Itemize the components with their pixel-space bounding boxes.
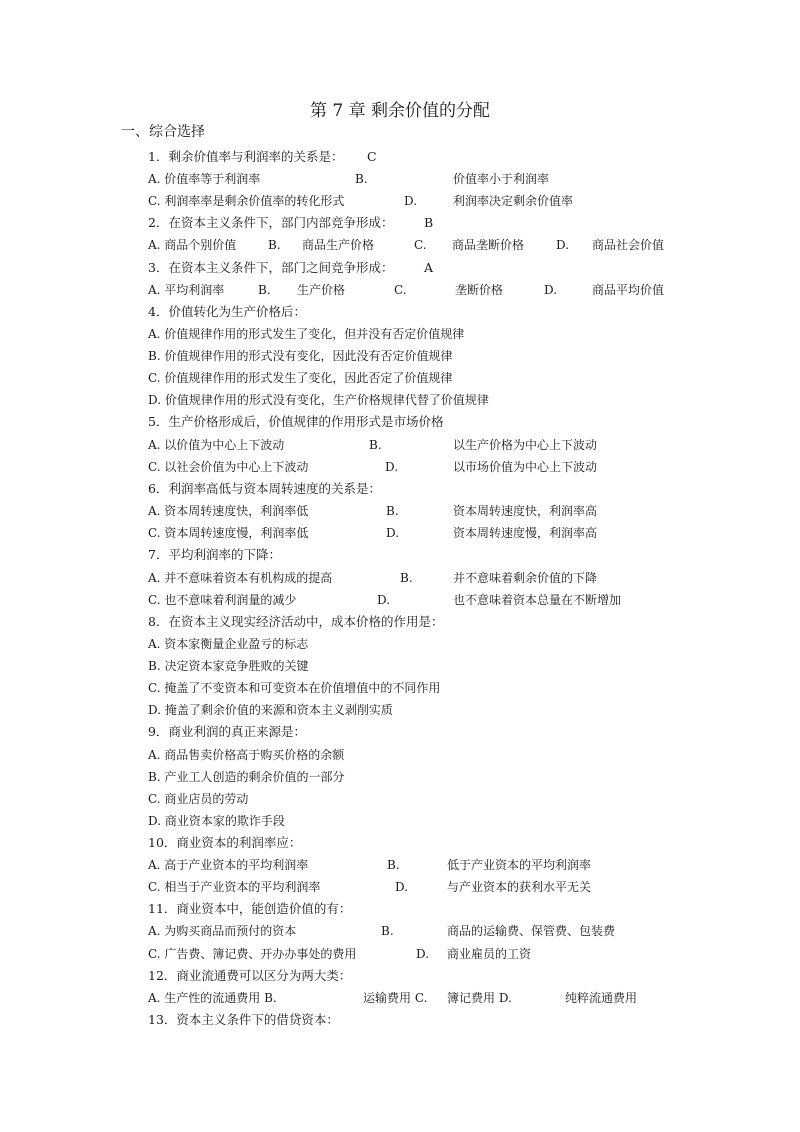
option-text: D. [544,283,558,297]
option-text: 以市场价值为中心上下波动 [453,460,598,474]
option-text: 运输费用 C. [363,991,428,1005]
option-text: C. 广告费、簿记费、开办办事处的费用 [148,947,357,961]
option-text: A. 资本周转速度快，利润率低 [148,504,309,518]
option-text: D. [416,947,430,961]
option-text: D. 价值规律作用的形式没有变化，生产价格规律代替了价值规律 [148,393,489,407]
option-text: B. 产业工人创造的剩余价值的一部分 [148,770,345,784]
question-text: 13．资本主义条件下的借贷资本： [148,1012,339,1027]
option-text: A. 商品个别价值 [148,238,237,252]
section-heading: 一、综合选择 [121,124,205,140]
question-text: 3．在资本主义条件下，部门之间竞争形成： [148,260,394,275]
option-text: 商品垄断价格 [452,238,525,252]
option-text: C. 也不意味着利润量的减少 [148,593,297,607]
question-text: 9．商业利润的真正来源是： [148,724,306,739]
option-text: D. 商业资本家的欺诈手段 [148,814,285,828]
option-text: C. 相当于产业资本的平均利润率 [148,880,321,894]
option-text: 与产业资本的获利水平无关 [447,880,592,894]
option-text: D. [404,194,418,208]
option-text: 资本周转速度快，利润率高 [453,504,598,518]
option-text: A. 商品售卖价格高于购买价格的余额 [148,748,345,762]
option-text: B. [400,571,413,585]
question-text: B [424,215,434,230]
option-text: 商品平均价值 [592,283,665,297]
option-text: A. 资本家衡量企业盈亏的标志 [148,637,309,651]
option-text: 纯粹流通费用 [565,991,638,1005]
option-text: 价值率小于利润率 [453,172,550,186]
option-text: C. 利润率率是剩余价值率的转化形式 [148,194,345,208]
option-text: 商业雇员的工资 [447,947,532,961]
option-text: C. 商业店员的劳动 [148,792,249,806]
option-text: A. 价值率等于利润率 [148,172,261,186]
question-text: 12．商业流通费可以区分为两大类： [148,968,352,983]
option-text: 生产价格 [297,283,346,297]
option-text: D. 掩盖了剩余价值的来源和资本主义剥削实质 [148,703,393,717]
option-text: A. 为购买商品而预付的资本 [148,924,297,938]
option-text: D. [556,238,570,252]
option-text: D. [395,880,409,894]
option-text: B. [355,172,368,186]
option-text: A. 并不意味着资本有机构成的提高 [148,571,333,585]
option-text: C. [394,283,407,297]
question-text: 1．剩余价值率与利润率的关系是： [148,149,344,164]
question-text: 11．商业资本中，能创造价值的有： [148,901,352,916]
option-text: A. 价值规律作用的形式发生了变化，但并没有否定价值规律 [148,327,465,341]
question-text: C [367,149,377,164]
option-text: B. [387,858,400,872]
option-text: B. [381,924,394,938]
option-text: B. [369,438,382,452]
option-text: D. [377,593,391,607]
option-text: B. [386,504,399,518]
option-text: C. [414,238,427,252]
question-text: 4．价值转化为生产价格后： [148,304,306,319]
option-text: D. [385,460,399,474]
option-text: C. 掩盖了不变资本和可变资本在价值增值中的不同作用 [148,681,441,695]
option-text: 垄断价格 [455,283,504,297]
option-text: 利润率决定剩余价值率 [453,194,574,208]
option-text: C. 资本周转速度慢，利润率低 [148,526,309,540]
option-text: B. [258,283,271,297]
option-text: 资本周转速度慢，利润率高 [453,526,598,540]
option-text: 商品生产价格 [302,238,375,252]
question-text: 8．在资本主义现实经济活动中，成本价格的作用是： [148,614,444,629]
option-text: B. 价值规律作用的形式没有变化，因此没有否定价值规律 [148,349,453,363]
option-text: 低于产业资本的平均利润率 [447,858,592,872]
option-text: 商品的运输费、保管费、包装费 [447,924,616,938]
option-text: A. 平均利润率 [148,283,225,297]
option-text: C. 以社会价值为中心上下波动 [148,460,309,474]
option-text: A. 以价值为中心上下波动 [148,438,285,452]
option-text: B. 决定资本家竞争胜败的关键 [148,659,309,673]
option-text: D. [386,526,400,540]
question-text: 2．在资本主义条件下，部门内部竞争形成： [148,215,394,230]
question-text: 6．利润率高低与资本周转速度的关系是： [148,481,381,496]
option-text: 商品社会价值 [592,238,665,252]
option-text: 也不意味着资本总量在不断增加 [453,593,622,607]
option-text: A. 高于产业资本的平均利润率 [148,858,309,872]
question-text: 7．平均利润率的下降： [148,547,281,562]
option-text: 以生产价格为中心上下波动 [453,438,598,452]
option-text: B. [268,238,281,252]
option-text: 簿记费用 D. [447,991,512,1005]
question-text: 10．商业资本的利润率应： [148,835,302,850]
option-text: A. 生产性的流通费用 B. [148,991,277,1005]
option-text: 并不意味着剩余价值的下降 [453,571,598,585]
chapter-title: 第 7 章 剩余价值的分配 [309,101,491,121]
question-text: 5．生产价格形成后，价值规律的作用形式是市场价格 [148,414,444,429]
option-text: C. 价值规律作用的形式发生了变化，因此否定了价值规律 [148,371,453,385]
question-text: A [424,260,434,275]
